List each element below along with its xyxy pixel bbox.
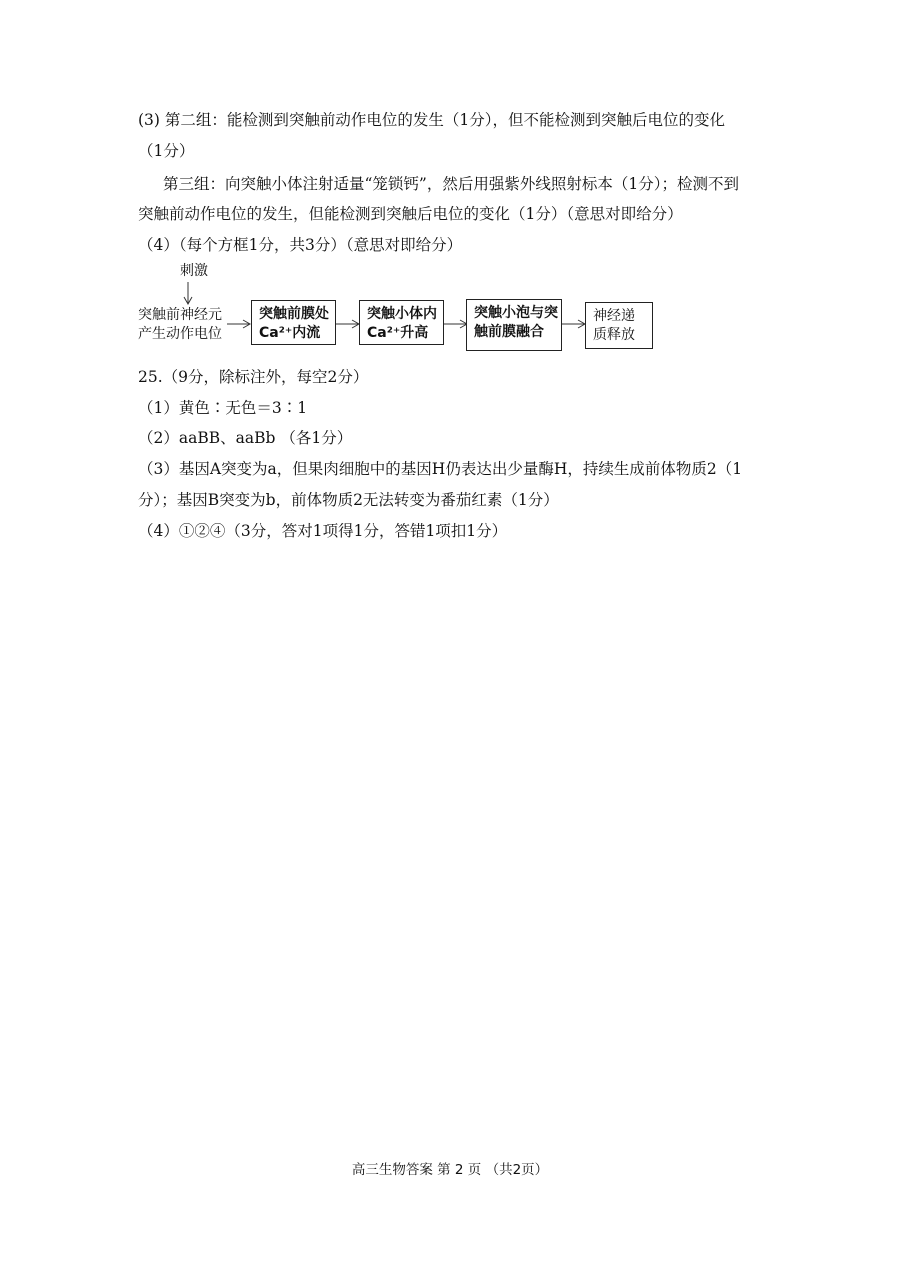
flow-diagram bbox=[138, 262, 668, 354]
answer-line-3-score: （1分） bbox=[138, 142, 195, 160]
q25-answer-3: （3）基因A突变为a，但果肉细胞中的基因H仍表达出少量酶H，持续生成前体物质2（1 bbox=[138, 460, 743, 478]
arrow-2 bbox=[336, 318, 360, 330]
box1-line2: Ca²⁺内流 bbox=[259, 325, 321, 341]
stimulus-arrow bbox=[182, 282, 194, 306]
arrow-1 bbox=[227, 318, 251, 330]
page-footer: 高三生物答案 第 2 页 （共2页） bbox=[351, 1162, 549, 1178]
flow-box-2 bbox=[359, 300, 444, 345]
flow-box-3 bbox=[466, 299, 562, 351]
q25-answer-2: （2）aaBB、aaBb （各1分） bbox=[138, 429, 353, 447]
flow-box-1 bbox=[251, 300, 336, 345]
answer-line-3-group3-cont: 突触前动作电位的发生，但能检测到突触后电位的变化（1分）（意思对即给分） bbox=[138, 205, 683, 223]
start-node-line1: 突触前神经元 bbox=[138, 307, 222, 323]
stimulus-label: 刺激 bbox=[180, 263, 208, 279]
box2-line1: 突触小体内 bbox=[367, 306, 437, 322]
end-line1: 神经递 bbox=[593, 308, 635, 324]
question-25-header: 25.（9分，除标注外，每空2分） bbox=[138, 368, 369, 386]
box3-line2: 触前膜融合 bbox=[474, 324, 544, 340]
arrow-4 bbox=[562, 318, 586, 330]
start-node-line2: 产生动作电位 bbox=[138, 326, 222, 342]
box1-line1: 突触前膜处 bbox=[259, 306, 329, 322]
flow-box-end bbox=[585, 302, 653, 349]
q25-answer-1: （1）黄色∶无色＝3∶1 bbox=[138, 399, 308, 417]
box2-line2: Ca²⁺升高 bbox=[367, 325, 429, 341]
answer-line-3-group2: (3) 第二组：能检测到突触前动作电位的发生（1分），但不能检测到突触后电位的变化 bbox=[138, 111, 725, 129]
answer-line-3-group3: 第三组：向突触小体注射适量“笼锁钙”，然后用强紫外线照射标本（1分）；检测不到 bbox=[163, 175, 739, 193]
answer-line-4-header: （4）（每个方框1分，共3分）（意思对即给分） bbox=[138, 236, 463, 254]
start-node bbox=[138, 306, 222, 344]
q25-answer-4: （4）①②④（3分，答对1项得1分，答错1项扣1分） bbox=[138, 522, 508, 540]
end-line2: 质释放 bbox=[593, 327, 635, 343]
q25-answer-3-cont: 分）；基因B突变为b，前体物质2无法转变为番茄红素（1分） bbox=[138, 491, 559, 509]
arrow-3 bbox=[444, 318, 468, 330]
box3-line1: 突触小泡与突 bbox=[474, 305, 558, 321]
